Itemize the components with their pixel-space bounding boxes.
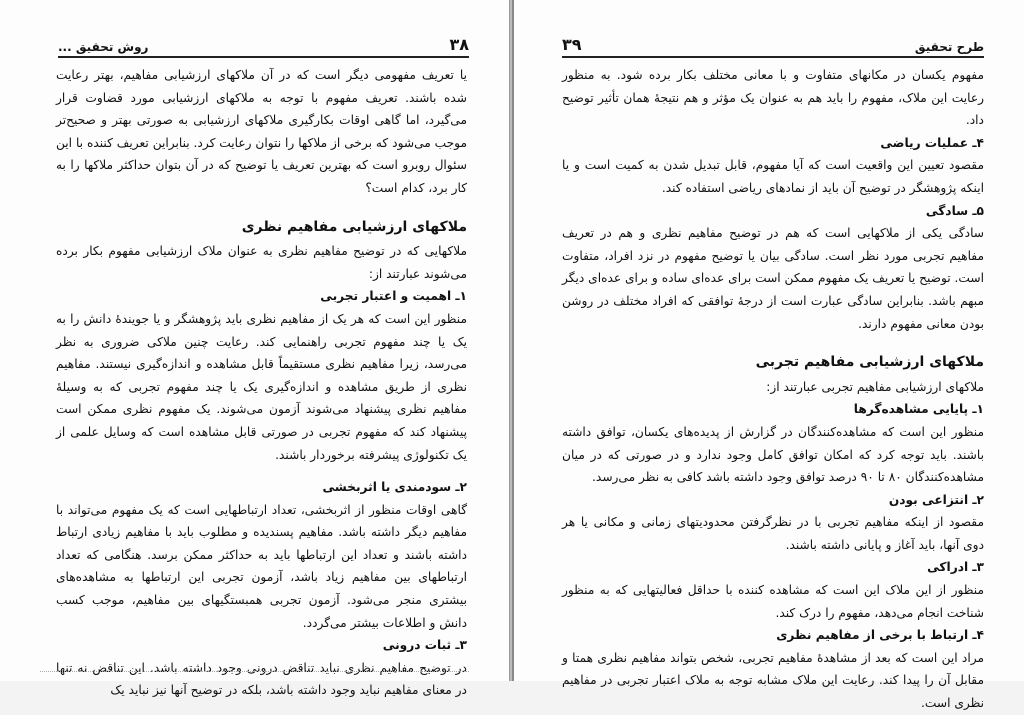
item2-title: ۲ـ سودمندی یا اثربخشی xyxy=(322,480,467,495)
item1-text: منظور این است که هر یک از مفاهیم نظری باید پژوهشگر و یا جویندهٔ دانش را به یک یا چند مفهوم تجربی راهنمایی کند. رعایت چنین ملاکی ضروری به نظر می‌رسد، زیرا مفاهیم نظری مستقیماً قابل مشاهده و اندازه‌گیری نیستند. مفاهیم نظری از طریق مشاهده و اندازه‌گیری یک یا چند مفهوم تجربی که به وسیلهٔ مفاهیم نظری پیشنهاد می‌شوند آزمون می‌شوند. یک مفهوم نظری ممکن است پیشنهاد کند که مفهوم تجربی در صورتی قابل مشاهده است که وسایل علمی از یک تکنولوژی پیشرفته برخوردار باشند. xyxy=(56,311,467,462)
right-page-number: ۳۹ xyxy=(562,35,582,54)
right-intro-paragraph: مفهوم یکسان در مکانهای متفاوت و با معانی مختلف بکار برده شود. به منظور رعایت این ملاک، مفهوم را باید هم به عنوان یک مؤثر و هم نتیجهٔ همان تأثیر توضیح داد. xyxy=(562,68,984,128)
left-page-body xyxy=(56,64,467,698)
left-section-title: ملاکهای ارزشیابی مفاهیم نظری xyxy=(241,218,467,235)
right-page-body xyxy=(562,64,984,711)
item5-title: ۵ـ سادگی xyxy=(925,203,984,218)
item3-title: ۳ـ ثبات درونی xyxy=(382,638,467,653)
empirical-item4-text: مراد این است که بعد از مشاهدهٔ مفاهیم تجربی، شخص بتواند مفاهیم نظری همتا و مقابل آن را پیدا کند. رعایت این ملاک مشابه توجه به ملاک اعتبار تجربی در مفاهیم نظری است. xyxy=(562,650,984,711)
right-section-title: ملاکهای ارزشیابی مفاهیم تجربی xyxy=(755,354,984,371)
empirical-item2-title: ۲ـ انتزاعی بودن xyxy=(888,492,984,507)
item4-text: مقصود تعیین این واقعیت است که آیا مفهوم، قابل تبدیل شدن به کمیت است و یا اینکه پژوهشگر در توضیح آن باید از نمادهای ریاضی استفاده کند. xyxy=(562,158,984,195)
left-section-intro: ملاکهایی که در توضیح مفاهیم نظری به عنوان ملاک ارزشیابی مفهوم بکار برده می‌شوند عبارتند از: xyxy=(56,244,467,281)
empirical-item3-text: منظور از این ملاک این است که مشاهده کننده با حداقل فعالیتهایی که به منظور شناخت انجام می‌دهد، مفهوم را درک کند. xyxy=(562,583,984,620)
left-running-head: روش تحقیق ... xyxy=(58,40,149,54)
right-page-header xyxy=(562,28,984,58)
empirical-item3-title: ۳ـ ادراکی xyxy=(927,560,984,575)
left-page-header xyxy=(58,28,469,58)
item1-title: ۱ـ اهمیت و اعتبار تجربی xyxy=(320,289,467,304)
right-page xyxy=(512,0,1024,711)
empirical-item1-title: ۱ـ پایایی مشاهده‌گرها xyxy=(853,402,984,417)
right-section-intro: ملاکهای ارزشیابی مفاهیم تجربی عبارتند از: xyxy=(766,379,984,394)
left-page-bottom-rule xyxy=(40,671,469,675)
item5-text: سادگی یکی از ملاکهایی است که هم در توضیح مفاهیم نظری و هم در تعریف مفاهیم تجربی مورد نظر است. سادگی بیان یا توضیح مفهوم در نزد افراد، متفاوت است. توضیح یا تعریف یک مفهوم ممکن است برای عده‌ای ساده و برای عده‌ای دیگر مبهم باشد. بنابراین سادگی عبارت است از درجهٔ توافقی که افراد مختلف در روشن بودن معانی مفهوم دارند. xyxy=(562,226,984,331)
item2-text: گاهی اوقات منظور از اثربخشی، تعداد ارتباطهایی است که یک مفهوم می‌تواند با مفاهیم دیگر داشته باشد. مفاهیم پسندیده و مطلوب باید با مفاهیم زیادی ارتباط داشته باشند و تعداد این ارتباطها باید به حداکثر ممکن برسد. هنگامی که تعداد ارتباطهای بین مفاهیم زیاد باشد، آزمون تجربی این ارتباطها به مشاهده‌های بیشتری منجر می‌شود. آزمون تجربی همبستگیهای بین مفاهیم، موجب کسب دانش و اطلاعات بیشتر می‌گردد. xyxy=(56,502,467,630)
right-running-head: طرح تحقیق xyxy=(914,40,984,54)
item3-text: در توضیح مفاهیم نظری نباید تناقض درونی وجود داشته باشد. این تناقض نه تنها در معنای مفاهیم نباید وجود داشته باشد، بلکه در توضیح آنها نیز نباید یک xyxy=(56,660,467,698)
left-page xyxy=(0,0,510,698)
empirical-item1-text: منظور این است که مشاهده‌کنندگان در گزارش از پدیده‌های یکسان، توافق داشته باشند. باید توجه کرد که امکان توافق کامل وجود ندارد و در صورتی که در میان مشاهده‌کنندگان ۸۰ تا ۹۰ درصد توافق وجود داشته باشد کافی به نظر می‌رسد. xyxy=(562,424,984,485)
left-page-number: ۳۸ xyxy=(449,35,469,54)
left-intro-paragraph: یا تعریف مفهومی دیگر است که در آن ملاکهای ارزشیابی مفاهیم، بهتر رعایت شده باشند. تعریف مفهوم با توجه به ملاکهای ارزشیابی مورد قضاوت قرار می‌گیرد، اما گاهی اوقات بکارگیری ملاکهای ارزشیابی به صورتی بهتر و صحیح‌تر موجب می‌شود که برخی از ملاکها را نتوان رعایت کرد. بنابراین تعریف کننده با این سئوال روبرو است که بهترین تعریف یا توضیح که در آن بتوان حداکثر ملاکها را به کار برد، کدام است؟ xyxy=(56,68,467,195)
empirical-item2-text: مقصود از اینکه مفاهیم تجربی با در نظرگرفتن محدودیتهای زمانی و مکانی یا هر دوی آنها، باید آغاز و پایانی داشته باشند. xyxy=(562,515,984,552)
item4-title: ۴ـ عملیات ریاضی xyxy=(880,135,984,150)
empirical-item4-title: ۴ـ ارتباط با برخی از مفاهیم نظری xyxy=(776,628,984,643)
